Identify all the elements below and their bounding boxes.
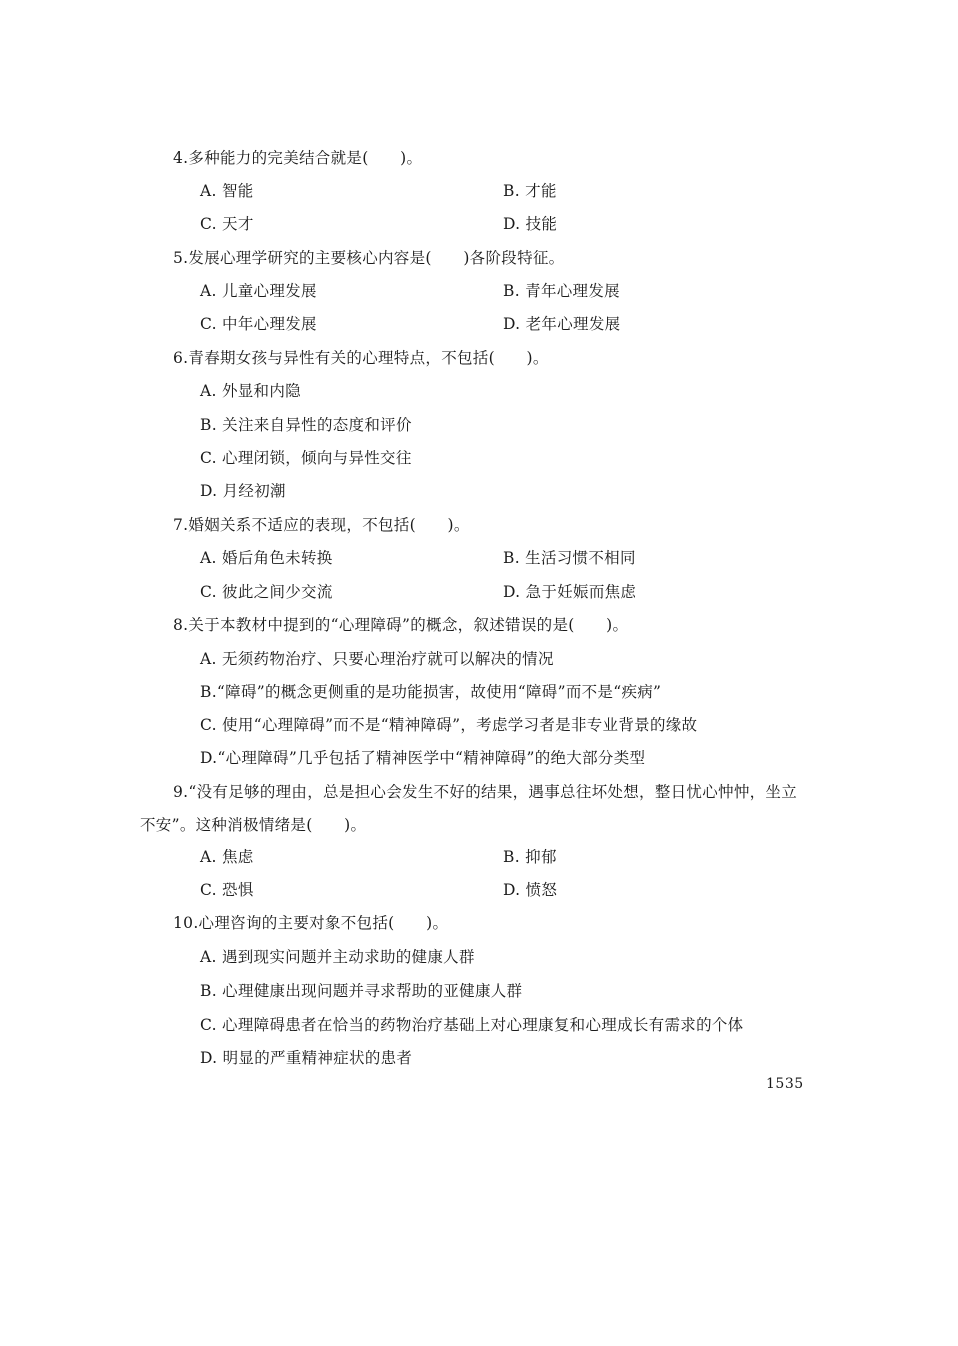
question-10-stem: 10.心理咨询的主要对象不包括( )。 (173, 914, 449, 932)
question-9-option-b: B. 抑郁 (503, 848, 557, 866)
question-10-option-a: A. 遇到现实问题并主动求助的健康人群 (200, 948, 475, 966)
question-5-option-d: D. 老年心理发展 (503, 315, 621, 333)
question-10-option-d: D. 明显的严重精神症状的患者 (200, 1049, 413, 1067)
question-7-option-d: D. 急于妊娠而焦虑 (503, 583, 637, 601)
question-5-option-c: C. 中年心理发展 (200, 315, 317, 333)
question-5-option-b: B. 青年心理发展 (503, 282, 620, 300)
page-number: 1535 (766, 1076, 804, 1092)
question-8-stem: 8.关于本教材中提到的“心理障碍”的概念，叙述错误的是( )。 (173, 616, 629, 634)
question-4-option-d: D. 技能 (503, 215, 558, 233)
question-10-option-c: C. 心理障碍患者在恰当的药物治疗基础上对心理康复和心理成长有需求的个体 (200, 1016, 744, 1034)
question-5-stem: 5.发展心理学研究的主要核心内容是( )各阶段特征。 (173, 249, 565, 267)
question-6-option-d: D. 月经初潮 (200, 482, 286, 500)
question-8-option-b: B.“障碍”的概念更侧重的是功能损害，故使用“障碍”而不是“疾病” (200, 683, 662, 701)
question-9-option-d: D. 愤怒 (503, 881, 558, 899)
question-4-option-c: C. 天才 (200, 215, 254, 233)
question-5-option-a: A. 儿童心理发展 (200, 282, 317, 300)
question-9-option-c: C. 恐惧 (200, 881, 254, 899)
question-6-option-c: C. 心理闭锁，倾向与异性交往 (200, 449, 412, 467)
question-7-option-a: A. 婚后角色未转换 (200, 549, 333, 567)
question-6-stem: 6.青春期女孩与异性有关的心理特点，不包括( )。 (173, 349, 549, 367)
question-6-option-a: A. 外显和内隐 (200, 382, 301, 400)
question-4-option-b: B. 才能 (503, 182, 557, 200)
question-7-option-c: C. 彼此之间少交流 (200, 583, 333, 601)
question-8-option-a: A. 无须药物治疗、只要心理治疗就可以解决的情况 (200, 650, 554, 668)
question-9-stem-continued: 不安”。这种消极情绪是( )。 (140, 816, 367, 834)
question-7-stem: 7.婚姻关系不适应的表现，不包括( )。 (173, 516, 470, 534)
question-4-stem: 4.多种能力的完美结合就是( )。 (173, 149, 423, 167)
question-4-option-a: A. 智能 (200, 182, 254, 200)
question-7-option-b: B. 生活习惯不相同 (503, 549, 636, 567)
question-9-stem: 9.“没有足够的理由，总是担心会发生不好的结果，遇事总往坏处想，整日忧心忡忡，坐立 (173, 783, 798, 801)
question-9-option-a: A. 焦虑 (200, 848, 254, 866)
question-6-option-b: B. 关注来自异性的态度和评价 (200, 416, 412, 434)
question-8-option-c: C. 使用“心理障碍”而不是“精神障碍”，考虑学习者是非专业背景的缘故 (200, 716, 698, 734)
question-8-option-d: D.“心理障碍”几乎包括了精神医学中“精神障碍”的绝大部分类型 (200, 749, 646, 767)
question-10-option-b: B. 心理健康出现问题并寻求帮助的亚健康人群 (200, 982, 523, 1000)
